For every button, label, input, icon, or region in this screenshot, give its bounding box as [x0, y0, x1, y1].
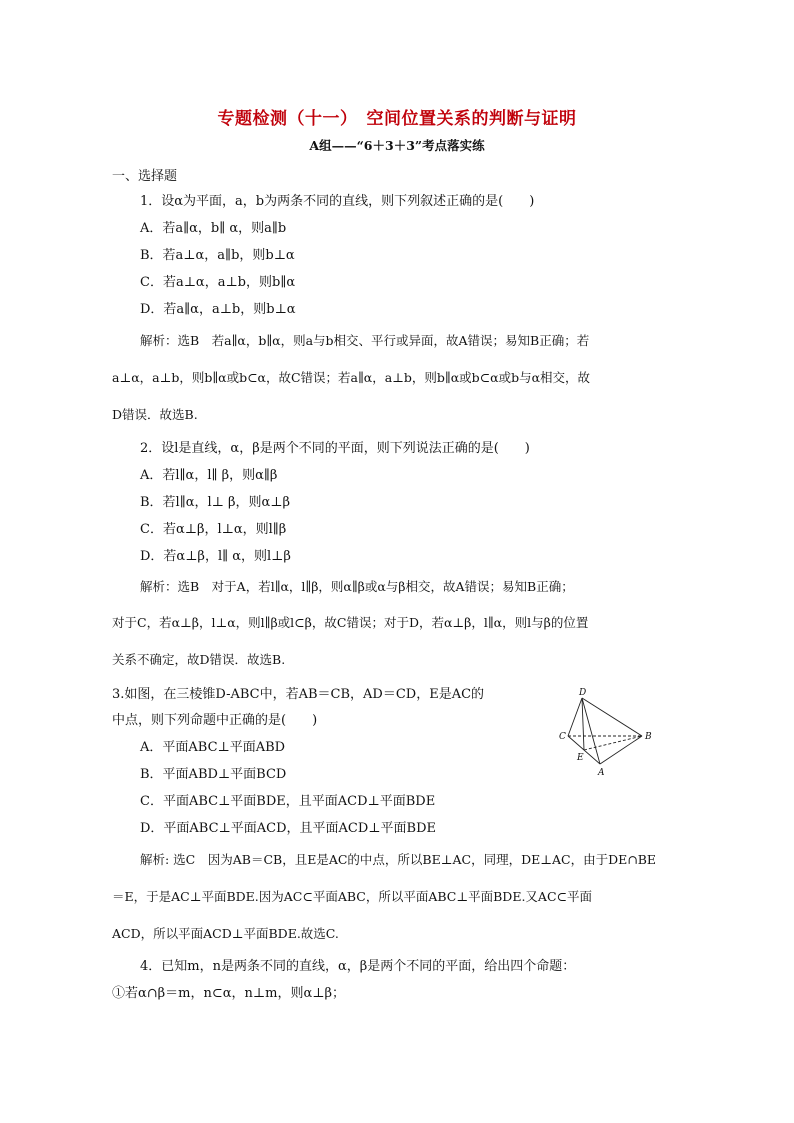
q2-analysis-line-1: 解析：选B 对于A，若l∥α，l∥β，则α∥β或α与β相交，故A错误；易知B正确； — [140, 579, 574, 594]
label-e: E — [577, 753, 584, 763]
pyramid-figure — [548, 684, 658, 780]
q2-option-d: D．若α⊥β，l∥ α，则l⊥β — [140, 549, 291, 564]
q4-statement-1: ①若α∩β＝m，n⊂α，n⊥m，则α⊥β； — [112, 986, 346, 1001]
question-1: 1．设α为平面，a，b为两条不同的直线，则下列叙述正确的是( ) — [140, 194, 535, 209]
question-3-line-2: 中点，则下列命题中正确的是( ) — [112, 713, 318, 728]
label-a: A — [598, 768, 605, 778]
section-heading: 一、选择题 — [112, 169, 178, 184]
page-subtitle: A组——“6＋3＋3”考点落实练 — [309, 138, 485, 153]
label-d: D — [579, 688, 587, 698]
page-title: 专题检测（十一） 空间位置关系的判断与证明 — [217, 109, 577, 129]
q1-option-a: A．若a∥α，b∥ α，则a∥b — [140, 221, 287, 236]
q3-option-a: A．平面ABC⊥平面ABD — [140, 740, 286, 755]
q3-option-b: B．平面ABD⊥平面BCD — [140, 767, 287, 782]
q2-option-b: B．若l∥α，l⊥ β，则α⊥β — [140, 495, 291, 510]
q2-option-c: C．若α⊥β，l⊥α，则l∥β — [140, 522, 287, 537]
q1-analysis-line-1: 解析：选B 若a∥α，b∥α，则a与b相交、平行或异面，故A错误；易知B正确；若 — [140, 333, 590, 348]
q1-option-b: B．若a⊥α，a∥b，则b⊥α — [140, 248, 295, 263]
question-2: 2．设l是直线，α，β是两个不同的平面，则下列说法正确的是( ) — [140, 441, 530, 456]
label-b: B — [645, 732, 652, 742]
q1-option-c: C．若a⊥α，a⊥b，则b∥α — [140, 275, 296, 290]
q3-option-d: D．平面ABC⊥平面ACD，且平面ACD⊥平面BDE — [140, 821, 436, 836]
q2-analysis-line-3: 关系不确定，故D错误．故选B. — [112, 652, 286, 667]
q2-analysis-line-2: 对于C，若α⊥β，l⊥α，则l∥β或l⊂β，故C错误；对于D，若α⊥β，l∥α，则l与β的位置 — [112, 615, 589, 630]
q1-option-d: D．若a∥α，a⊥b，则b⊥α — [140, 302, 296, 317]
edge-dc — [568, 698, 582, 736]
question-4: 4．已知m，n是两条不同的直线，α，β是两个不同的平面，给出四个命题： — [140, 959, 576, 974]
q3-analysis-line-3: ACD，所以平面ACD⊥平面BDE.故选C. — [112, 926, 339, 941]
q3-analysis-line-2: ＝E，于是AC⊥平面BDE.因为AC⊂平面ABC，所以平面ABC⊥平面BDE.又AC⊂平面 — [112, 889, 592, 904]
label-c: C — [559, 732, 566, 742]
q3-option-c: C．平面ABC⊥平面BDE，且平面ACD⊥平面BDE — [140, 794, 436, 809]
q1-analysis-line-2: a⊥α，a⊥b，则b∥α或b⊂α，故C错误；若a∥α，a⊥b，则b∥α或b⊂α或b与α相交，故 — [112, 370, 591, 385]
edge-ab — [600, 736, 642, 764]
q3-analysis-line-1: 解析: 选C 因为AB＝CB，且E是AC的中点，所以BE⊥AC，同理，DE⊥AC，由于DE∩BE — [140, 852, 657, 867]
q1-analysis-line-3: D错误．故选B. — [112, 407, 198, 422]
question-3-line-1: 3.如图，在三棱锥D-ABC中，若AB＝CB，AD＝CD，E是AC的 — [112, 687, 485, 702]
q2-option-a: A．若l∥α，l∥ β，则α∥β — [140, 468, 278, 483]
